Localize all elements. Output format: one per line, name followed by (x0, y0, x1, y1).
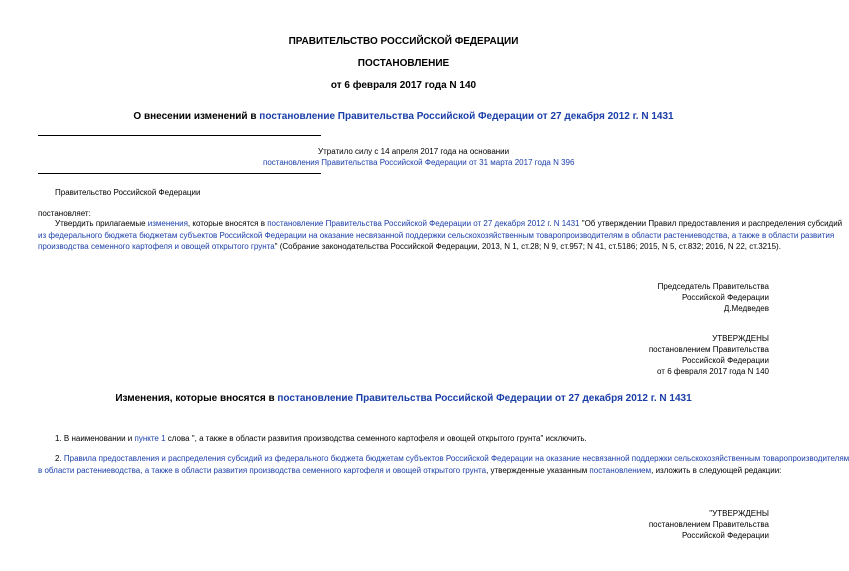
status-note (263, 146, 583, 168)
item2-resolution-link[interactable]: постановлением (589, 465, 652, 475)
org-heading: ПРАВИТЕЛЬСТВО РОССИЙСКОЙ ФЕДЕРАЦИИ (288, 36, 519, 47)
item2-rules-link[interactable]: Правила предоставления и распределения субсидий из федерального бюджета бюджетам субъектов Российской Федерации на оказание несвязанной поддержки сельскохозяйственным товаропроизводителям (63, 454, 849, 463)
resolves-label: постановляет: (38, 209, 91, 218)
changes-title-link[interactable]: постановление Правительства Российской Федерации от 27 декабря 2012 г. N 1431 (277, 393, 692, 404)
item1-text-1: 1. В наименовании и (55, 434, 135, 443)
body-line-3 (38, 241, 781, 253)
item-2 (38, 453, 849, 476)
body-text-2: , которые вносятся в (187, 219, 268, 228)
government-label: Правительство Российской Федерации (55, 188, 201, 197)
rules-title-link[interactable]: производства семенного картофеля и овощей открытого грунта (38, 242, 275, 251)
approved-line-1: УТВЕРЖДЕНЫ (712, 334, 769, 343)
title-link[interactable]: постановление Правительства Российской Федерации от 27 декабря 2012 г. N 1431 (259, 111, 674, 122)
item1-point1-link[interactable]: пункте 1 (134, 434, 166, 443)
approved-line-2: постановлением Правительства (648, 345, 769, 354)
date-number-heading: от 6 февраля 2017 года N 140 (330, 80, 477, 91)
signature-line-3: Д.Медведев (723, 304, 769, 313)
resolution-1431-link[interactable]: постановление Правительства Российской Федерации от 27 декабря 2012 г. N 1431 (267, 219, 580, 228)
approved2-line-1: "УТВЕРЖДЕНЫ (709, 509, 769, 518)
approved-block (500, 333, 769, 377)
title-prefix: О внесении изменений в (133, 111, 260, 122)
body-line-1 (38, 218, 843, 230)
status-note-link[interactable]: постановления Правительства Российской Федерации от 31 марта 2017 года N 396 (263, 158, 575, 167)
signature-line-1: Председатель Правительства (657, 282, 769, 291)
doc-type-heading: ПОСТАНОВЛЕНИЕ (357, 58, 450, 69)
approved2-line-3: Российской Федерации (682, 531, 769, 540)
item2-text-1: 2. (55, 454, 64, 463)
item2-text-2: , утвержденные указанным (486, 465, 590, 475)
body-text-1: Утвердить прилагаемые (55, 219, 148, 228)
changes-title-prefix: Изменения, которые вносятся в (115, 393, 278, 404)
status-note-line1: Утратило силу с 14 апреля 2017 года на основании (318, 147, 510, 156)
changes-title (0, 393, 807, 404)
approved-line-3: Российской Федерации (682, 356, 769, 365)
body-line-2[interactable]: из федерального бюджета бюджетам субъектов Российской Федерации на оказание несвязанной поддержки сельскохозяйственным товаропроизводителям в области растениеводства, а также в области развития (38, 230, 835, 240)
body-paragraph (38, 218, 843, 253)
item2-line-2 (38, 465, 782, 477)
changes-link[interactable]: изменения (147, 219, 188, 228)
approved-block-2 (500, 508, 769, 541)
item1-text-2: слова ", а также в области развития производства семенного картофеля и овощей открытого грунта" исключить. (165, 434, 587, 443)
item2-rules-link-cont[interactable]: в области растениеводства, а также в области развития производства семенного картофеля и овощей открытого грунта (38, 465, 487, 475)
approved2-line-2: постановлением Правительства (648, 520, 769, 529)
approved-line-4: от 6 февраля 2017 года N 140 (657, 367, 769, 376)
signature-line-2: Российской Федерации (682, 293, 769, 302)
document-title (0, 111, 807, 122)
divider-top (38, 135, 321, 136)
body-text-4: " (Собрание законодательства Российской Федерации, 2013, N 1, ст.28; N 9, ст.957; N 41, ст.5186; 2015, N 5, ст.832; 2016, N 22, ст.3215). (274, 242, 781, 251)
item2-line-1 (38, 453, 849, 465)
divider-bottom (38, 173, 321, 174)
item2-text-3: , изложить в следующей редакции: (651, 465, 782, 475)
item-1 (55, 433, 587, 445)
signature-block (500, 281, 769, 314)
body-text-3: "Об утверждении Правил предоставления и распределения субсидий (579, 219, 843, 228)
